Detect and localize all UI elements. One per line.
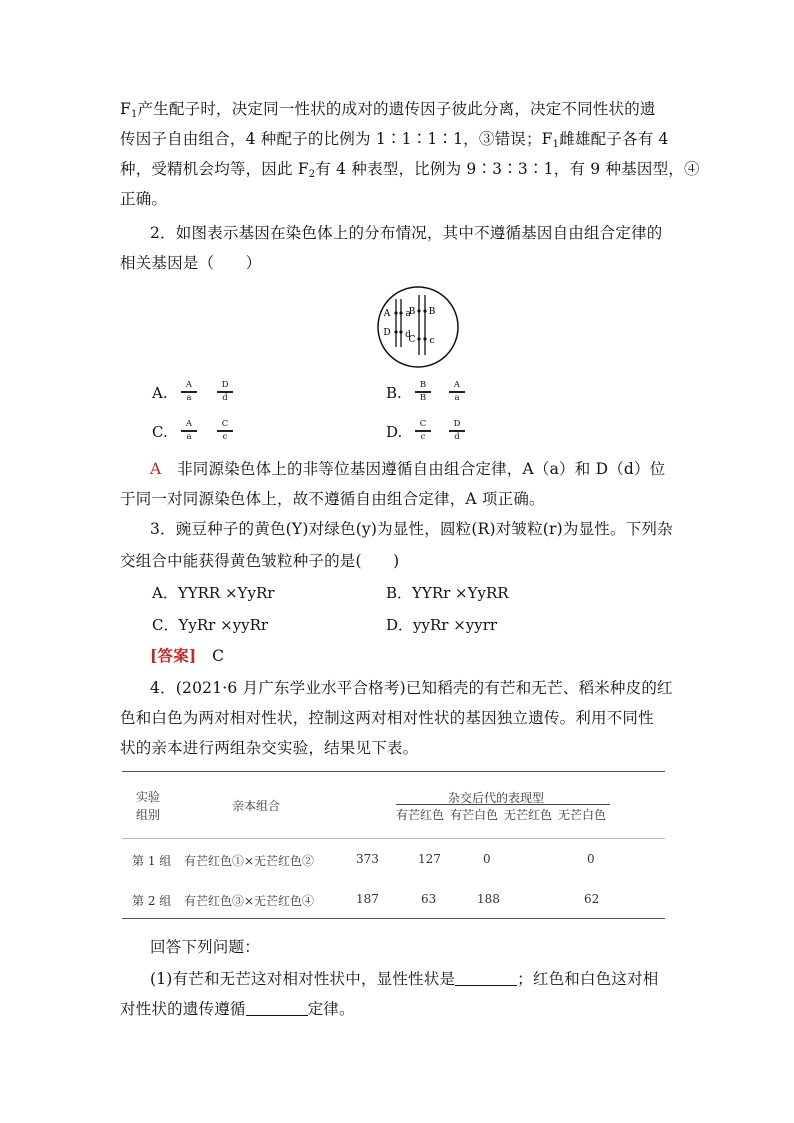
gene-label-B2: B xyxy=(428,307,436,317)
answer-blank-1[interactable] xyxy=(455,971,517,986)
row2-v1: 187 xyxy=(356,892,379,906)
row2-group: 第 2 组 xyxy=(132,894,172,908)
q4-sub1-line2: 对性状的遗传遵循 定律。 xyxy=(120,1000,355,1018)
q2-option-D[interactable]: D. xyxy=(386,423,403,441)
row1-v1: 373 xyxy=(356,852,379,866)
th-col-4: 无芒白色 xyxy=(558,808,607,822)
q4-stem-line3: 状的亲本进行两组杂交实验，结果见下表。 xyxy=(120,739,419,757)
q2-stem-line2: 相关基因是（ ） xyxy=(120,254,262,272)
q3-stem-line2: 交组合中能获得黄色皱粒种子的是( ) xyxy=(120,552,400,570)
gene-label-a: a xyxy=(405,309,411,319)
para1-line2: 传因子自由组合，4 种配子的比例为 1∶1∶1∶1，③错误；$F_1$雌雄配子各有 4 xyxy=(120,130,669,150)
q4-stem-line1: 4．(2021·6 月广东学业水平合格考)已知稻壳的有芒和无芒、稻米种皮的红 xyxy=(150,679,673,697)
q2-optB-gene2: A a xyxy=(449,380,465,403)
row1-v4: 0 xyxy=(587,852,595,866)
th-group-2: 组别 xyxy=(136,808,161,822)
answer-tag: [答案] xyxy=(150,646,197,665)
th-col-1: 有芒红色 xyxy=(396,808,445,822)
q4-answer-prompt: 回答下列问题： xyxy=(150,938,260,956)
q4-stem-line2: 色和白色为两对相对性状，控制这两对相对性状的基因独立遗传。利用不同性 xyxy=(120,709,654,727)
gene-label-D: D xyxy=(383,328,391,338)
gene-label-d: d xyxy=(405,330,411,340)
q2-optC-gene2: C c xyxy=(217,419,233,442)
chromosome-figure xyxy=(372,285,464,369)
th-col-2: 有芒白色 xyxy=(450,808,499,822)
th-col-3: 无芒红色 xyxy=(504,808,553,822)
gene-label-C: C xyxy=(408,335,416,345)
q2-explanation-line2: 于同一对同源染色体上，故不遵循自由组合定律，A 项正确。 xyxy=(120,490,545,508)
q3-answer: [答案] C xyxy=(150,646,225,665)
q2-explanation-line1: A 非同源染色体上的非等位基因遵循自由组合定律，A（a）和 D（d）位 xyxy=(150,460,666,478)
q2-optA-gene2: D d xyxy=(217,380,233,403)
gene-label-A: A xyxy=(383,309,391,319)
q3-option-C[interactable]: C．YyRr ×yyRr xyxy=(152,616,269,634)
q2-optC-gene1: A a xyxy=(181,419,197,442)
q3-option-B[interactable]: B．YYRr ×YyRR xyxy=(386,584,509,602)
row2-v3: 188 xyxy=(477,892,500,906)
q2-stem-line1: 2．如图表示基因在染色体上的分布情况，其中不遵循基因自由组合定律的 xyxy=(150,224,663,242)
gene-label-B1: B xyxy=(408,307,416,317)
gene-label-c: c xyxy=(429,336,435,346)
q3-option-A[interactable]: A．YYRR ×YyRr xyxy=(152,584,275,602)
q2-optD-gene2: D d xyxy=(449,419,465,442)
row2-v2: 63 xyxy=(421,892,437,906)
q2-optB-gene1: B B xyxy=(415,380,431,403)
q4-sub1-line1: (1)有芒和无芒这对相对性状中，显性性状是 ；红色和白色这对相 xyxy=(150,970,659,988)
q2-option-C[interactable]: C. xyxy=(152,423,168,441)
th-parents: 亲本组合 xyxy=(232,799,281,813)
row1-v2: 127 xyxy=(418,852,441,866)
row1-group: 第 1 组 xyxy=(132,854,172,868)
row2-v4: 62 xyxy=(584,892,600,906)
para1-line1: $F_1$产生配子时，决定同一性状的成对的遗传因子彼此分离，决定不同性状的遗 xyxy=(120,100,656,120)
para1-line4: 正确。 xyxy=(120,190,168,208)
row1-v3: 0 xyxy=(483,852,491,866)
q3-option-D[interactable]: D．yyRr ×yyrr xyxy=(386,616,498,634)
q2-optA-gene1: A a xyxy=(181,380,197,403)
q2-option-A[interactable]: A. xyxy=(152,384,168,402)
th-offspring: 杂交后代的表现型 xyxy=(448,791,545,805)
answer-blank-2[interactable] xyxy=(246,1001,308,1016)
th-group-1: 实验 xyxy=(136,790,161,804)
row1-parents: 有芒红色①×无芒红色② xyxy=(184,854,315,868)
para1-line3: 种，受精机会均等，因此 $F_2$有 4 种表型，比例为 9∶3∶3∶1，有 9 种基因型，④ xyxy=(120,160,700,180)
q2-answer-letter: A xyxy=(150,460,162,478)
q2-optD-gene1: C c xyxy=(415,419,431,442)
q2-option-B[interactable]: B. xyxy=(386,384,402,402)
row2-parents: 有芒红色③×无芒红色④ xyxy=(184,894,315,908)
q3-stem-line1: 3．豌豆种子的黄色(Y)对绿色(y)为显性，圆粒(R)对皱粒(r)为显性。下列杂 xyxy=(150,520,673,538)
